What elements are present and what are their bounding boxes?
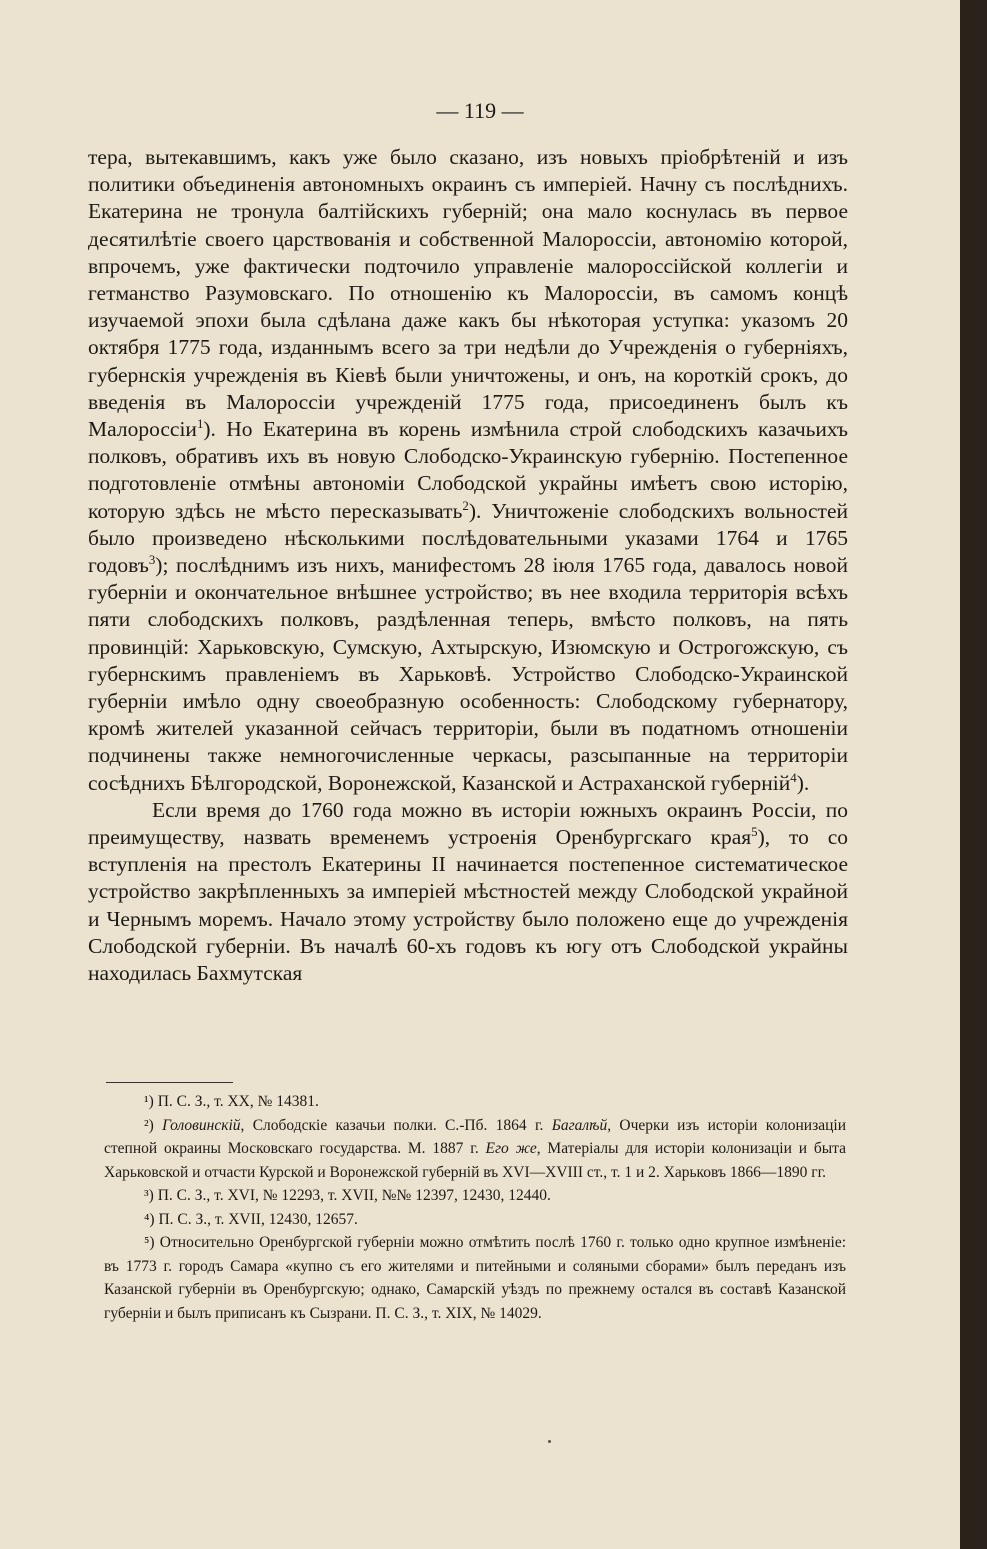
paragraph-1 <box>88 144 848 797</box>
footnote-2-mark: ²) <box>144 1116 154 1134</box>
footnotes <box>104 1090 846 1325</box>
page-number: — 119 — <box>436 98 524 123</box>
footnote-4-mark: ⁴) <box>144 1210 155 1228</box>
footnote-1-text: П. С. З., т. XX, № 14381. <box>153 1093 319 1110</box>
p2-text-1: Если время до 1760 года можно въ исторіи южныхъ окраинъ Россіи, по преимуществу, назвать временемъ устроенія Оренбургскаго края <box>88 797 848 850</box>
footnote-3 <box>104 1184 846 1208</box>
footnote-5-text: Относительно Оренбургской губерніи можно отмѣтить послѣ 1760 г. только одно крупное измѣненіе: въ 1773 г. городъ Самара «купно съ его жителями и питейными и соляными сборами» былъ переданъ изъ Казанской губерніи въ Оренбургскую; однако, Самарскій уѣздъ по прежнему остался въ составѣ Казанской губерніи и былъ приписанъ къ Сызрани. П. С. З., т. XIX, № 14029. <box>104 1234 846 1322</box>
p2-text-2: ), то со вступленія на престолъ Екатерины II начинается постепенное систематическое устройство закрѣпленныхъ за имперіей мѣстностей между Слободской украйной и Чернымъ моремъ. Начало этому устройству было положено еще до учрежденія Слободской губерніи. Въ началѣ 60-хъ годовъ къ югу отъ Слободской украйны находилась Бахмутская <box>88 825 848 986</box>
footnote-2-author-3: Его же <box>485 1140 537 1157</box>
p1-text-5: ). <box>796 770 810 795</box>
p1-text-1: тера, вытекавшимъ, какъ уже было сказано, изъ новыхъ пріобрѣтеній и изъ политики объединенія автономныхъ окраинъ съ имперіей. Начну съ послѣднихъ. Екатерина не тронула балтійскихъ губерній; она мало коснулась въ первое десятилѣтіе своего царствованія и собственной Малороссіи, автономію которой, впрочемъ, уже фактически подточило управленіе малороссійской коллегіи и гетманство Разумовскаго. По отношенію къ Малороссіи, въ самомъ концѣ изучаемой эпохи была сдѣлана даже какъ бы нѣкоторая уступка: указомъ 20 октября 1775 года, изданнымъ всего за три недѣли до Учрежденія о губерніяхъ, губернскія учрежденія въ Кіевѣ были уничтожены, и онъ, на короткій срокъ, до введенія въ Малороссіи учрежденій 1775 года, присоединенъ былъ къ Малороссіи <box>88 145 848 442</box>
footnote-ref-5: 5 <box>751 824 758 839</box>
footnote-5 <box>104 1231 846 1325</box>
footnote-1-mark: ¹) <box>144 1093 154 1110</box>
footnote-2 <box>104 1114 846 1185</box>
ink-speck <box>548 1440 551 1443</box>
p1-text-4: ); послѣднимъ изъ нихъ, манифестомъ 28 іюля 1765 года, давалось новой губерніи и окончательное внѣшнее устройство; въ нее входила территорія всѣхъ пяти слободскихъ полковъ, раздѣленная теперь, вмѣсто полковъ, на пять провинцій: Харьковскую, Сумскую, Ахтырскую, Изюмскую и Острогожскую, съ губернскимъ правленіемъ въ Харьковѣ. Устройство Слободско-Украинской губерніи имѣло одну своеобразную особенность: Слободскому губернатору, кромѣ жителей указанной сейчасъ территоріи, были въ податномъ отношеніи подчинены также немногочисленные черкасы, разсыпанные на территоріи сосѣднихъ Бѣлгородской, Воронежской, Казанской и Астраханской губерній <box>88 553 848 795</box>
footnote-2-author-2: Багалѣй <box>551 1116 608 1134</box>
footnote-ref-2: 2 <box>462 498 469 513</box>
footnote-3-text: П. С. З., т. XVI, № 12293, т. XVII, №№ 12397, 12430, 12440. <box>153 1187 551 1204</box>
footnote-divider <box>106 1082 233 1083</box>
paragraph-2 <box>88 797 848 987</box>
footnote-5-mark: ⁵) <box>144 1234 155 1251</box>
footnote-2-text-2: , Очерки изъ исторіи колонизаціи степной окраины Московскаго государства. М. 1887 г. <box>104 1116 846 1157</box>
footnote-4-text: П. С. З., т. XVII, 12430, 12657. <box>154 1210 358 1228</box>
footnote-2-text-3: , Матеріалы для исторіи колонизаціи и быта Харьковской и отчасти Курской и Воронежской губерній въ XVI—XVIII ст., т. 1 и 2. Харьковъ 1866—1890 гг. <box>104 1140 846 1181</box>
footnote-4 <box>104 1208 846 1232</box>
footnote-ref-4: 4 <box>790 770 797 785</box>
footnote-3-mark: ³) <box>144 1187 154 1204</box>
footnote-2-author-1: Головинскій <box>162 1116 241 1134</box>
main-text <box>88 144 848 987</box>
footnote-2-text-1: , Слободскіе казачьи полки. С.-Пб. 1864 г. <box>240 1116 552 1134</box>
footnote-ref-1: 1 <box>196 416 204 431</box>
p1-text-3: ). Уничтоженіе слободскихъ вольностей было произведено нѣсколькими послѣдовательными указами 1764 и 1765 годовъ <box>88 498 848 578</box>
footnote-1 <box>104 1090 846 1114</box>
p1-text-2: ). Но Екатерина въ корень измѣнила строй слободскихъ казачьихъ полковъ, обративъ ихъ въ новую Слободско-Украинскую губернію. Постепенное подготовленіе отмѣны автономіи Слободской украйны имѣетъ свою исторію, которую здѣсь не мѣсто пересказывать <box>88 417 848 523</box>
footnote-ref-3: 3 <box>148 552 156 567</box>
